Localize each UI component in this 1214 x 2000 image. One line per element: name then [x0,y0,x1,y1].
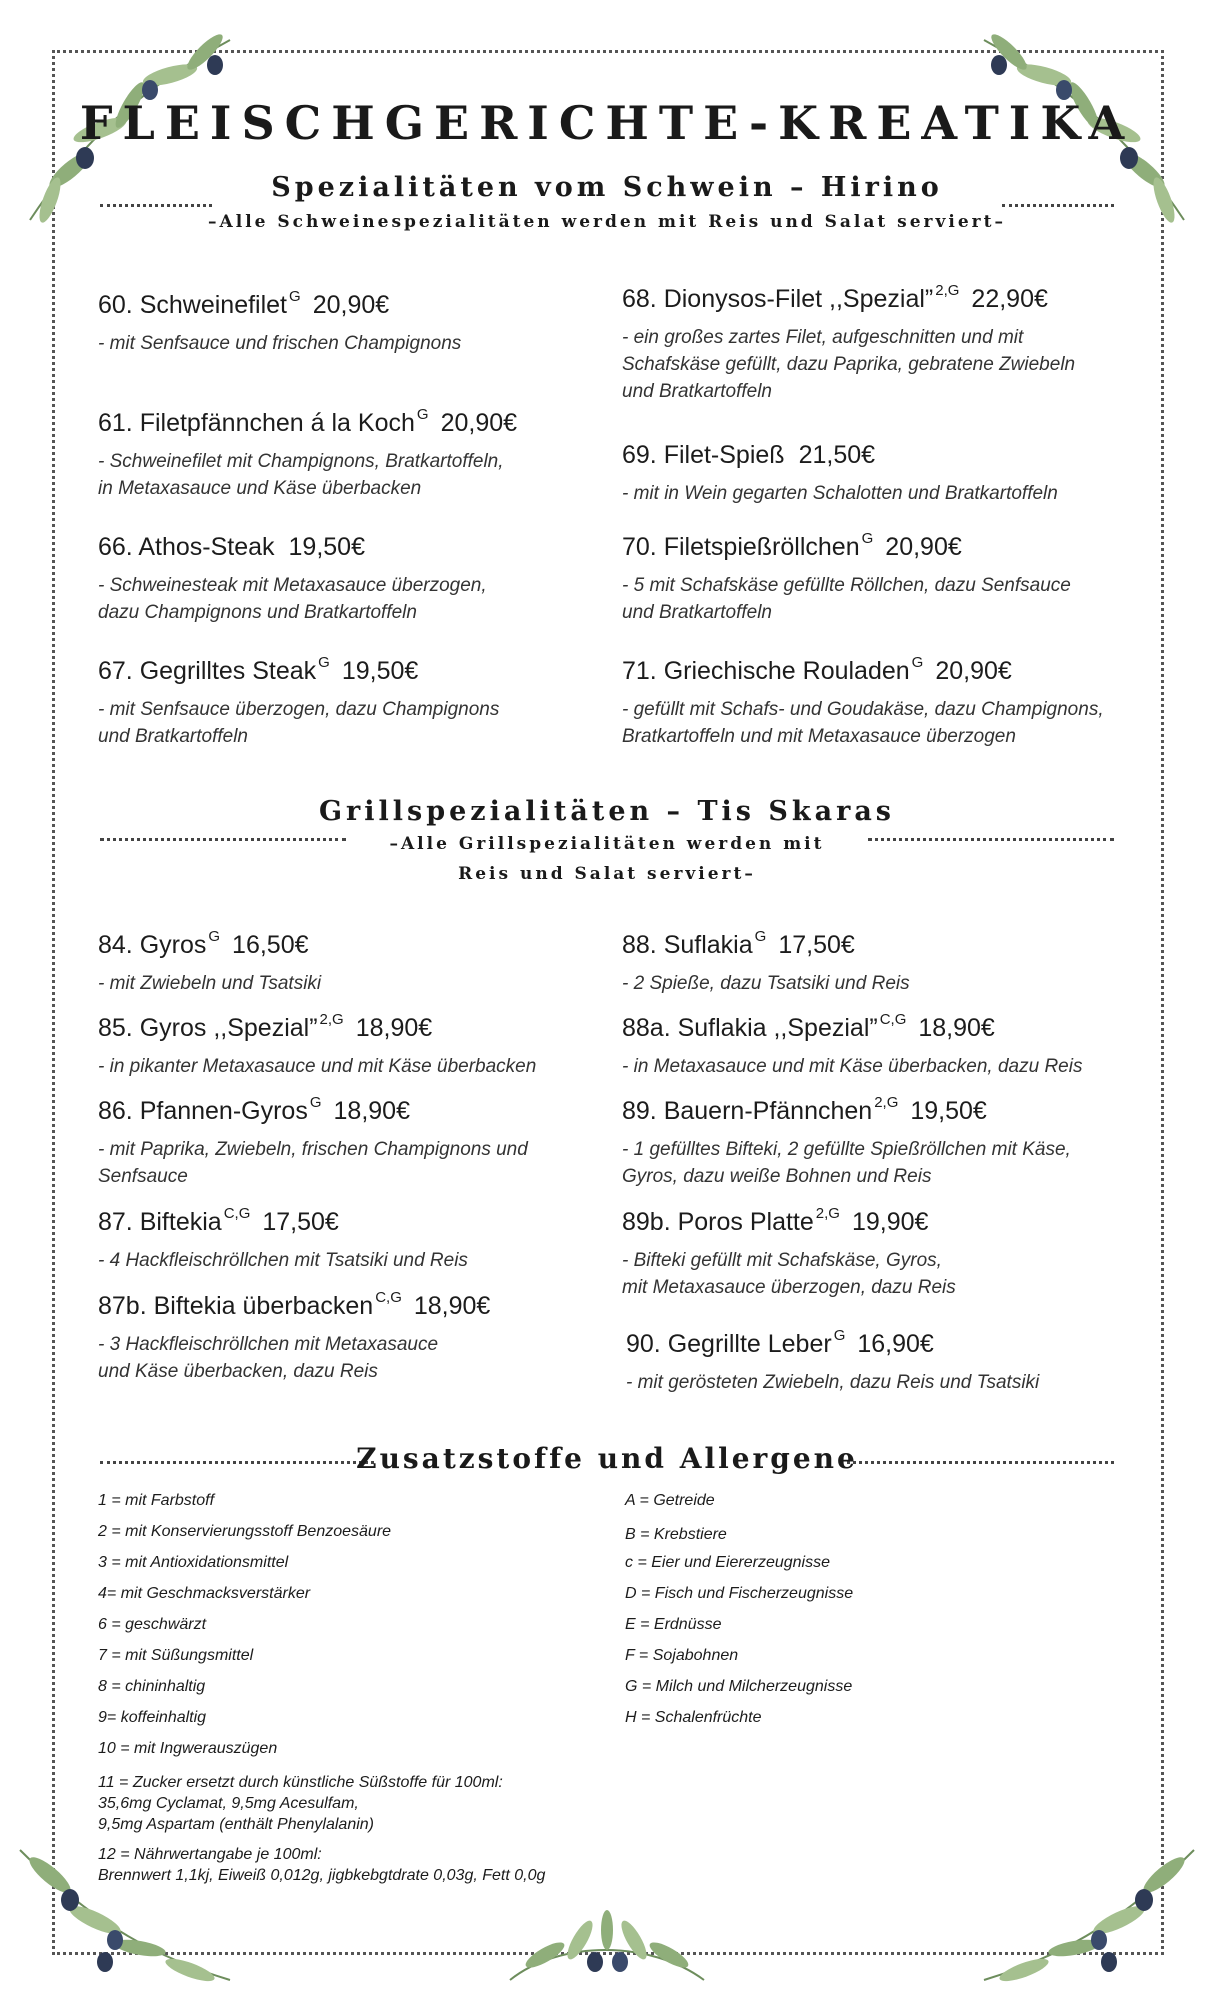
dish-description: - in Metaxasauce und mit Käse überbacken, dazu Reis [622,1056,1083,1077]
dish-description: - Schweinesteak mit Metaxasauce überzogen, dazu Champignons und Bratkartoffeln [98,575,487,623]
dish-name: 88a. Suflakia ,,Spezial” [622,1014,878,1042]
section-title-allergens: Zusatzstoffe und Allergene [356,1442,858,1475]
dish-name: 85. Gyros ,,Spezial” [98,1014,318,1042]
additive-item: 11 = Zucker ersetzt durch künstliche Süßstoffe für 100ml: 35,6mg Cyclamat, 9,5mg Acesulfam, 9,5mg Aspartam (enthält Phenylalanin) [98,1774,503,1833]
dish-description: - 2 Spieße, dazu Tsatsiki und Reis [622,973,910,994]
section-subtitle-pork: –Alle Schweinespezialitäten werden mit Reis und Salat serviert– [208,212,1006,232]
dotted-divider [1002,204,1114,207]
dish-name: 89b. Poros Platte [622,1208,814,1236]
dish-price: 16,50€ [232,931,309,959]
dish-name: 60. Schweinefilet [98,291,288,319]
menu-item [98,1291,658,1385]
dish-name: 84. Gyros [98,931,207,959]
olive-branch-bottom-center [500,1900,714,1995]
dish-description: - 3 Hackfleischröllchen mit Metaxasauce und Käse überbacken, dazu Reis [98,1334,439,1382]
dish-price: 19,50€ [288,533,365,561]
allergen-code: G [309,1094,322,1111]
dish-name: 88. Suflakia [622,931,753,959]
dish-name: 66. Athos-Steak [98,533,275,561]
allergen-item: D = Fisch und Fischerzeugnisse [625,1585,854,1602]
additive-item: 6 = geschwärzt [98,1616,207,1633]
menu-item [622,656,1182,750]
menu-item [98,930,658,997]
dish-price: 20,90€ [935,657,1012,685]
dish-name: 89. Bauern-Pfännchen [622,1097,873,1125]
allergen-item: E = Erdnüsse [625,1616,722,1633]
allergen-code: G [208,928,221,945]
page-title: FLEISCHGERICHTE-KREATIKA [79,96,1135,150]
dish-name: 68. Dionysos-Filet ,,Spezial” [622,285,934,313]
allergen-code: G [911,654,924,671]
allergen-code: G [861,530,874,547]
dish-price: 17,50€ [778,931,855,959]
allergen-item: G = Milch und Milcherzeugnisse [625,1678,853,1695]
allergen-code: G [318,654,330,671]
dish-price: 18,90€ [333,1097,410,1125]
additive-item: 3 = mit Antioxidationsmittel [98,1554,289,1571]
dish-price: 19,50€ [910,1097,987,1125]
additive-item: 10 = mit Ingwerauszügen [98,1740,278,1757]
dish-description: - Bifteki gefüllt mit Schafskäse, Gyros, mit Metaxasauce überzogen, dazu Reis [622,1250,956,1298]
additive-item: 9= koffeinhaltig [98,1709,207,1726]
dish-name: 69. Filet-Spieß [622,441,785,469]
dish-price: 20,90€ [440,409,518,437]
dish-description: - mit Zwiebeln und Tsatsiki [98,973,322,994]
menu-item [98,290,658,357]
menu-item [98,408,658,502]
menu-item [622,1207,1182,1301]
additive-item: 7 = mit Süßungsmittel [98,1647,254,1664]
allergen-item: B = Krebstiere [625,1526,727,1543]
allergen-code: G [754,928,767,945]
allergen-code: C,G [375,1289,402,1306]
allergen-code: C,G [223,1205,251,1222]
dish-name: 70. Filetspießröllchen [622,533,860,561]
menu-item [622,284,1182,405]
dish-price: 17,50€ [262,1208,339,1236]
allergen-code: 2,G [935,282,960,299]
olive-branch-bottom-right [974,1830,1204,1995]
menu-item [622,532,1182,626]
allergen-item: F = Sojabohnen [625,1647,739,1664]
menu-item [98,1013,658,1080]
allergen-item: A = Getreide [625,1492,715,1509]
allergen-item: c = Eier und Eiererzeugnisse [625,1554,830,1571]
dish-price: 20,90€ [312,291,390,319]
menu-item [98,1096,658,1190]
dish-name: 71. Griechische Rouladen [622,657,910,685]
allergen-code: 2,G [319,1011,344,1028]
menu-item [622,1013,1182,1080]
dish-description: - 5 mit Schafskäse gefüllte Röllchen, dazu Senfsauce und Bratkartoffeln [622,575,1071,623]
dish-price: 16,90€ [857,1330,934,1358]
additive-item: 12 = Nährwertangabe je 100ml: Brennwert 1,1kj, Eiweiß 0,012g, jigbkebgtdrate 0,03g, Fett 0,0g [98,1846,546,1884]
dish-name: 87. Biftekia [98,1208,222,1236]
allergen-code: C,G [879,1011,907,1028]
dish-description: - mit Senfsauce und frischen Champignons [98,333,462,354]
dish-price: 18,90€ [355,1014,433,1042]
section-subtitle-grill-line2: Reis und Salat serviert– [458,864,756,884]
dish-description: - Schweinefilet mit Champignons, Bratkartoffeln, in Metaxasauce und Käse überbacken [98,451,504,499]
menu-item [98,656,658,750]
additive-item: 1 = mit Farbstoff [98,1492,215,1509]
dish-price: 18,90€ [918,1014,995,1042]
menu-item [626,1329,1186,1396]
additive-item: 4= mit Geschmacksverstärker [98,1585,311,1602]
dish-description: - ein großes zartes Filet, aufgeschnitten und mit Schafskäse gefüllt, dazu Paprika, gebratene Zwiebeln und Bratkartoffeln [622,327,1076,402]
dish-description: - in pikanter Metaxasauce und mit Käse überbacken [98,1056,537,1077]
dish-name: 86. Pfannen-Gyros [98,1097,308,1125]
section-subtitle-grill-line1: –Alle Grillspezialitäten werden mit [389,834,825,854]
allergen-code: 2,G [874,1094,899,1111]
dish-price: 19,50€ [341,657,419,685]
allergen-code: G [833,1327,846,1344]
additive-item: 2 = mit Konservierungsstoff Benzoesäure [98,1523,392,1540]
section-title-pork: Spezialitäten vom Schwein – Hirino [271,172,943,203]
allergen-code: 2,G [815,1205,840,1222]
dish-description: - mit gerösteten Zwiebeln, dazu Reis und Tsatsiki [626,1372,1040,1393]
dotted-divider [100,204,212,207]
dish-price: 18,90€ [413,1292,491,1320]
dish-description: - mit Paprika, Zwiebeln, frischen Champignons und Senfsauce [98,1139,528,1187]
dish-price: 22,90€ [971,285,1048,313]
menu-item [622,1096,1182,1190]
dish-name: 67. Gegrilltes Steak [98,657,317,685]
dish-description: - mit Senfsauce überzogen, dazu Champignons und Bratkartoffeln [98,699,500,747]
menu-item [98,1207,658,1274]
menu-item [622,930,1182,997]
dish-description: - 4 Hackfleischröllchen mit Tsatsiki und Reis [98,1250,468,1271]
allergen-item: H = Schalenfrüchte [625,1709,762,1726]
allergen-code: G [416,406,429,423]
dish-name: 87b. Biftekia überbacken [98,1292,374,1320]
additive-item: 8 = chininhaltig [98,1678,206,1695]
dish-description: - 1 gefülltes Bifteki, 2 gefüllte Spießröllchen mit Käse, Gyros, dazu weiße Bohnen und Reis [622,1139,1071,1187]
dish-name: 90. Gegrillte Leber [626,1330,832,1358]
dish-price: 19,90€ [851,1208,929,1236]
allergen-code: G [289,288,301,305]
menu-item [622,440,1182,507]
dish-description: - mit in Wein gegarten Schalotten und Bratkartoffeln [622,483,1058,504]
dish-price: 20,90€ [885,533,962,561]
dish-name: 61. Filetpfännchen á la Koch [98,409,415,437]
dish-price: 21,50€ [798,441,876,469]
dish-description: - gefüllt mit Schafs- und Goudakäse, dazu Champignons, Bratkartoffeln und mit Metaxasauce überzogen [622,699,1104,747]
section-title-grill: Grillspezialitäten – Tis Skaras [318,796,896,827]
menu-item [98,532,658,626]
